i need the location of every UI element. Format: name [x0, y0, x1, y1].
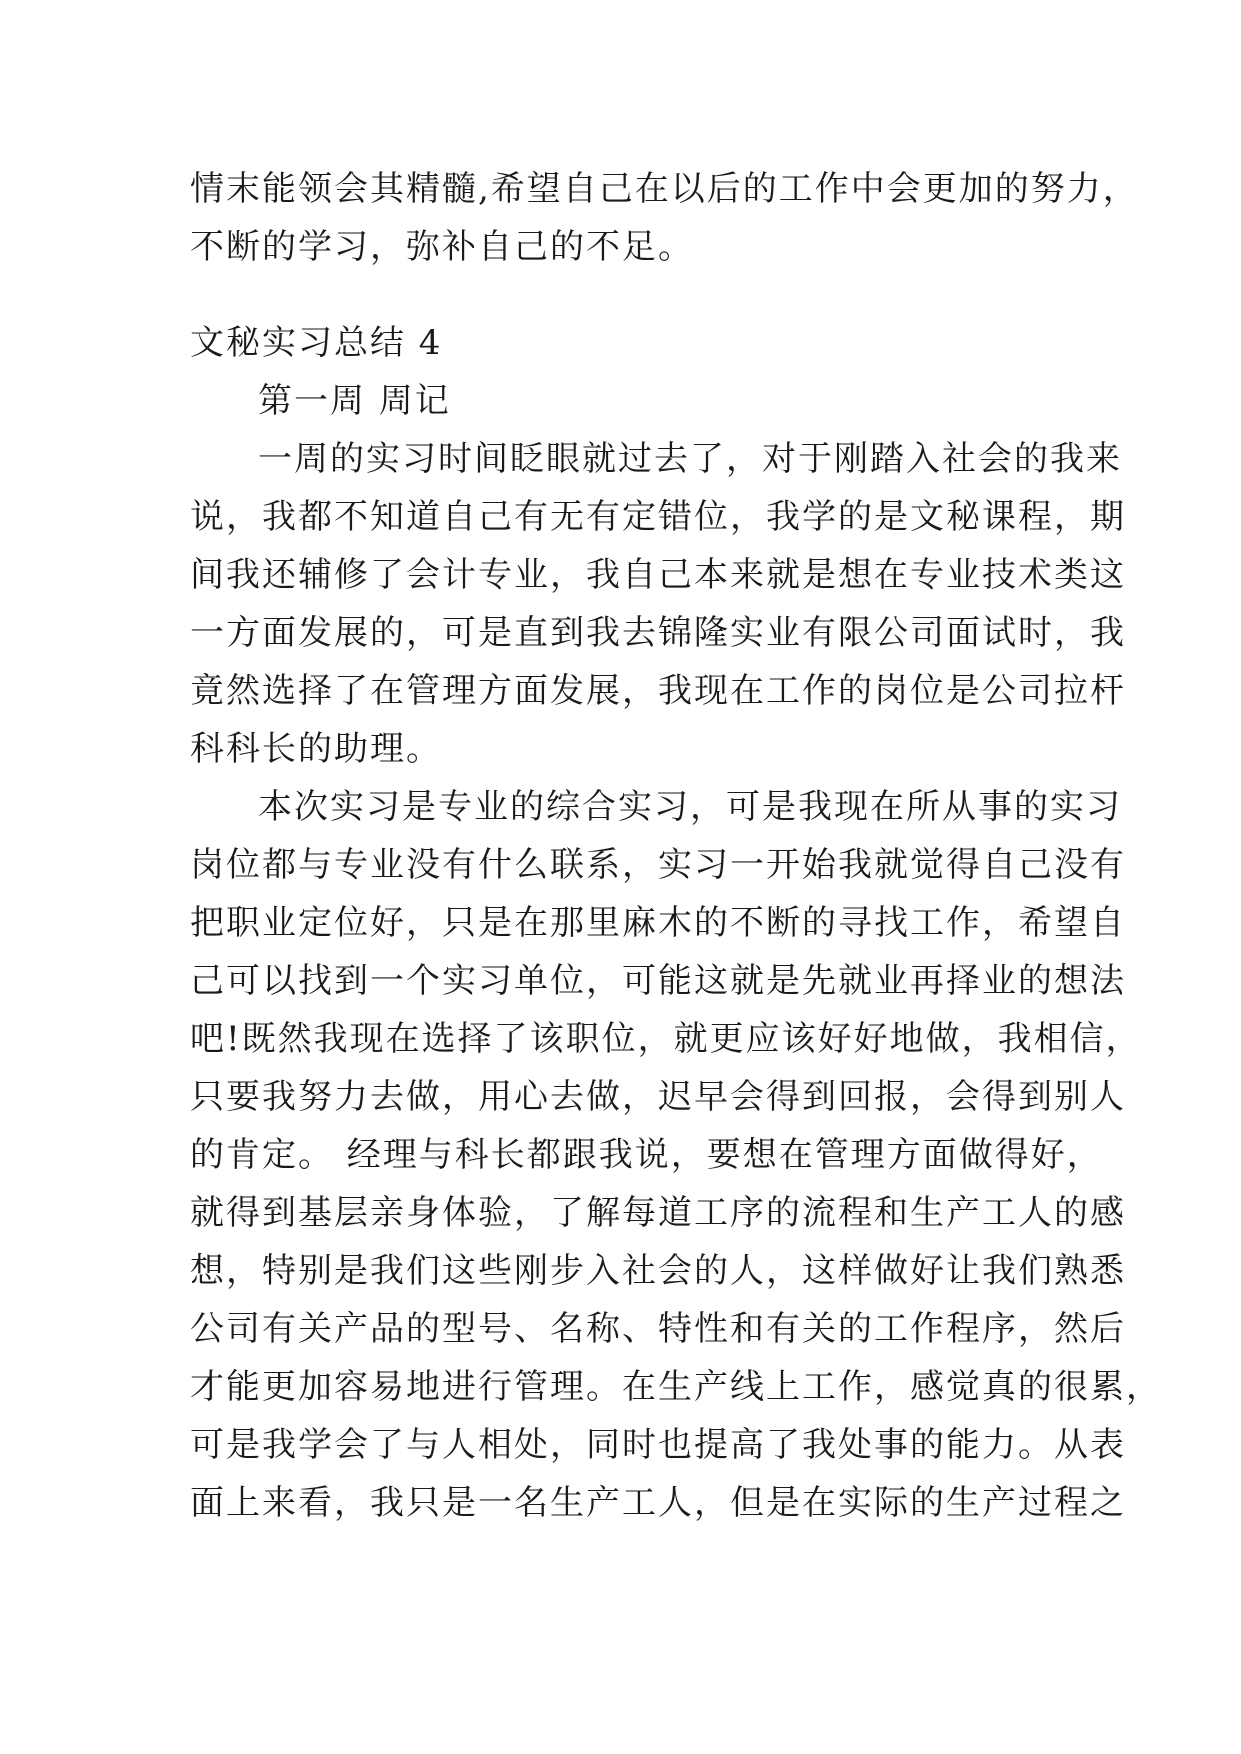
text-line: 只要我努力去做，用心去做，迟早会得到回报，会得到别人: [190, 1077, 1126, 1117]
text-line: 把职业定位好，只是在那里麻木的不断的寻找工作，希望自: [190, 903, 1126, 943]
text-line: 说，我都不知道自己有无有定错位，我学的是文秘课程，期: [190, 497, 1126, 537]
text-line: 一周的实习时间眨眼就过去了，对于刚踏入社会的我来: [258, 439, 1122, 479]
text-line: 的肯定。 经理与科长都跟我说，要想在管理方面做得好，: [190, 1135, 1103, 1175]
text-line: 不断的学习，弥补自己的不足。: [190, 227, 694, 267]
text-line: 科科长的助理。: [190, 729, 442, 769]
text-line: 竟然选择了在管理方面发展，我现在工作的岗位是公司拉杆: [190, 671, 1126, 711]
text-line: 才能更加容易地进行管理。在生产线上工作，感觉真的很累，: [190, 1367, 1162, 1407]
text-line: 可是我学会了与人相处，同时也提高了我处事的能力。从表: [190, 1425, 1126, 1465]
text-line: 间我还辅修了会计专业，我自己本来就是想在专业技术类这: [190, 555, 1126, 595]
text-line: 情末能领会其精髓,希望自己在以后的工作中会更加的努力，: [190, 169, 1139, 209]
section-subtitle: 第一周 周记: [258, 381, 451, 421]
text-line: 想，特别是我们这些刚步入社会的人，这样做好让我们熟悉: [190, 1251, 1126, 1291]
text-line: 吧!既然我现在选择了该职位，就更应该好好地做，我相信，: [190, 1019, 1142, 1059]
document-page: [190, 160, 1162, 1532]
text-line: 一方面发展的，可是直到我去锦隆实业有限公司面试时，我: [190, 613, 1126, 653]
text-line: 面上来看，我只是一名生产工人，但是在实际的生产过程之: [190, 1483, 1126, 1523]
section-title: 文秘实习总结 4: [190, 323, 443, 363]
text-line: 己可以找到一个实习单位，可能这就是先就业再择业的想法: [190, 961, 1126, 1001]
text-line: 本次实习是专业的综合实习，可是我现在所从事的实习: [258, 787, 1122, 827]
text-line: 公司有关产品的型号、名称、特性和有关的工作程序，然后: [190, 1309, 1126, 1349]
paragraph-gap: [190, 276, 1050, 314]
text-line: 岗位都与专业没有什么联系，实习一开始我就觉得自己没有: [190, 845, 1126, 885]
text-line: 就得到基层亲身体验，了解每道工序的流程和生产工人的感: [190, 1193, 1126, 1233]
